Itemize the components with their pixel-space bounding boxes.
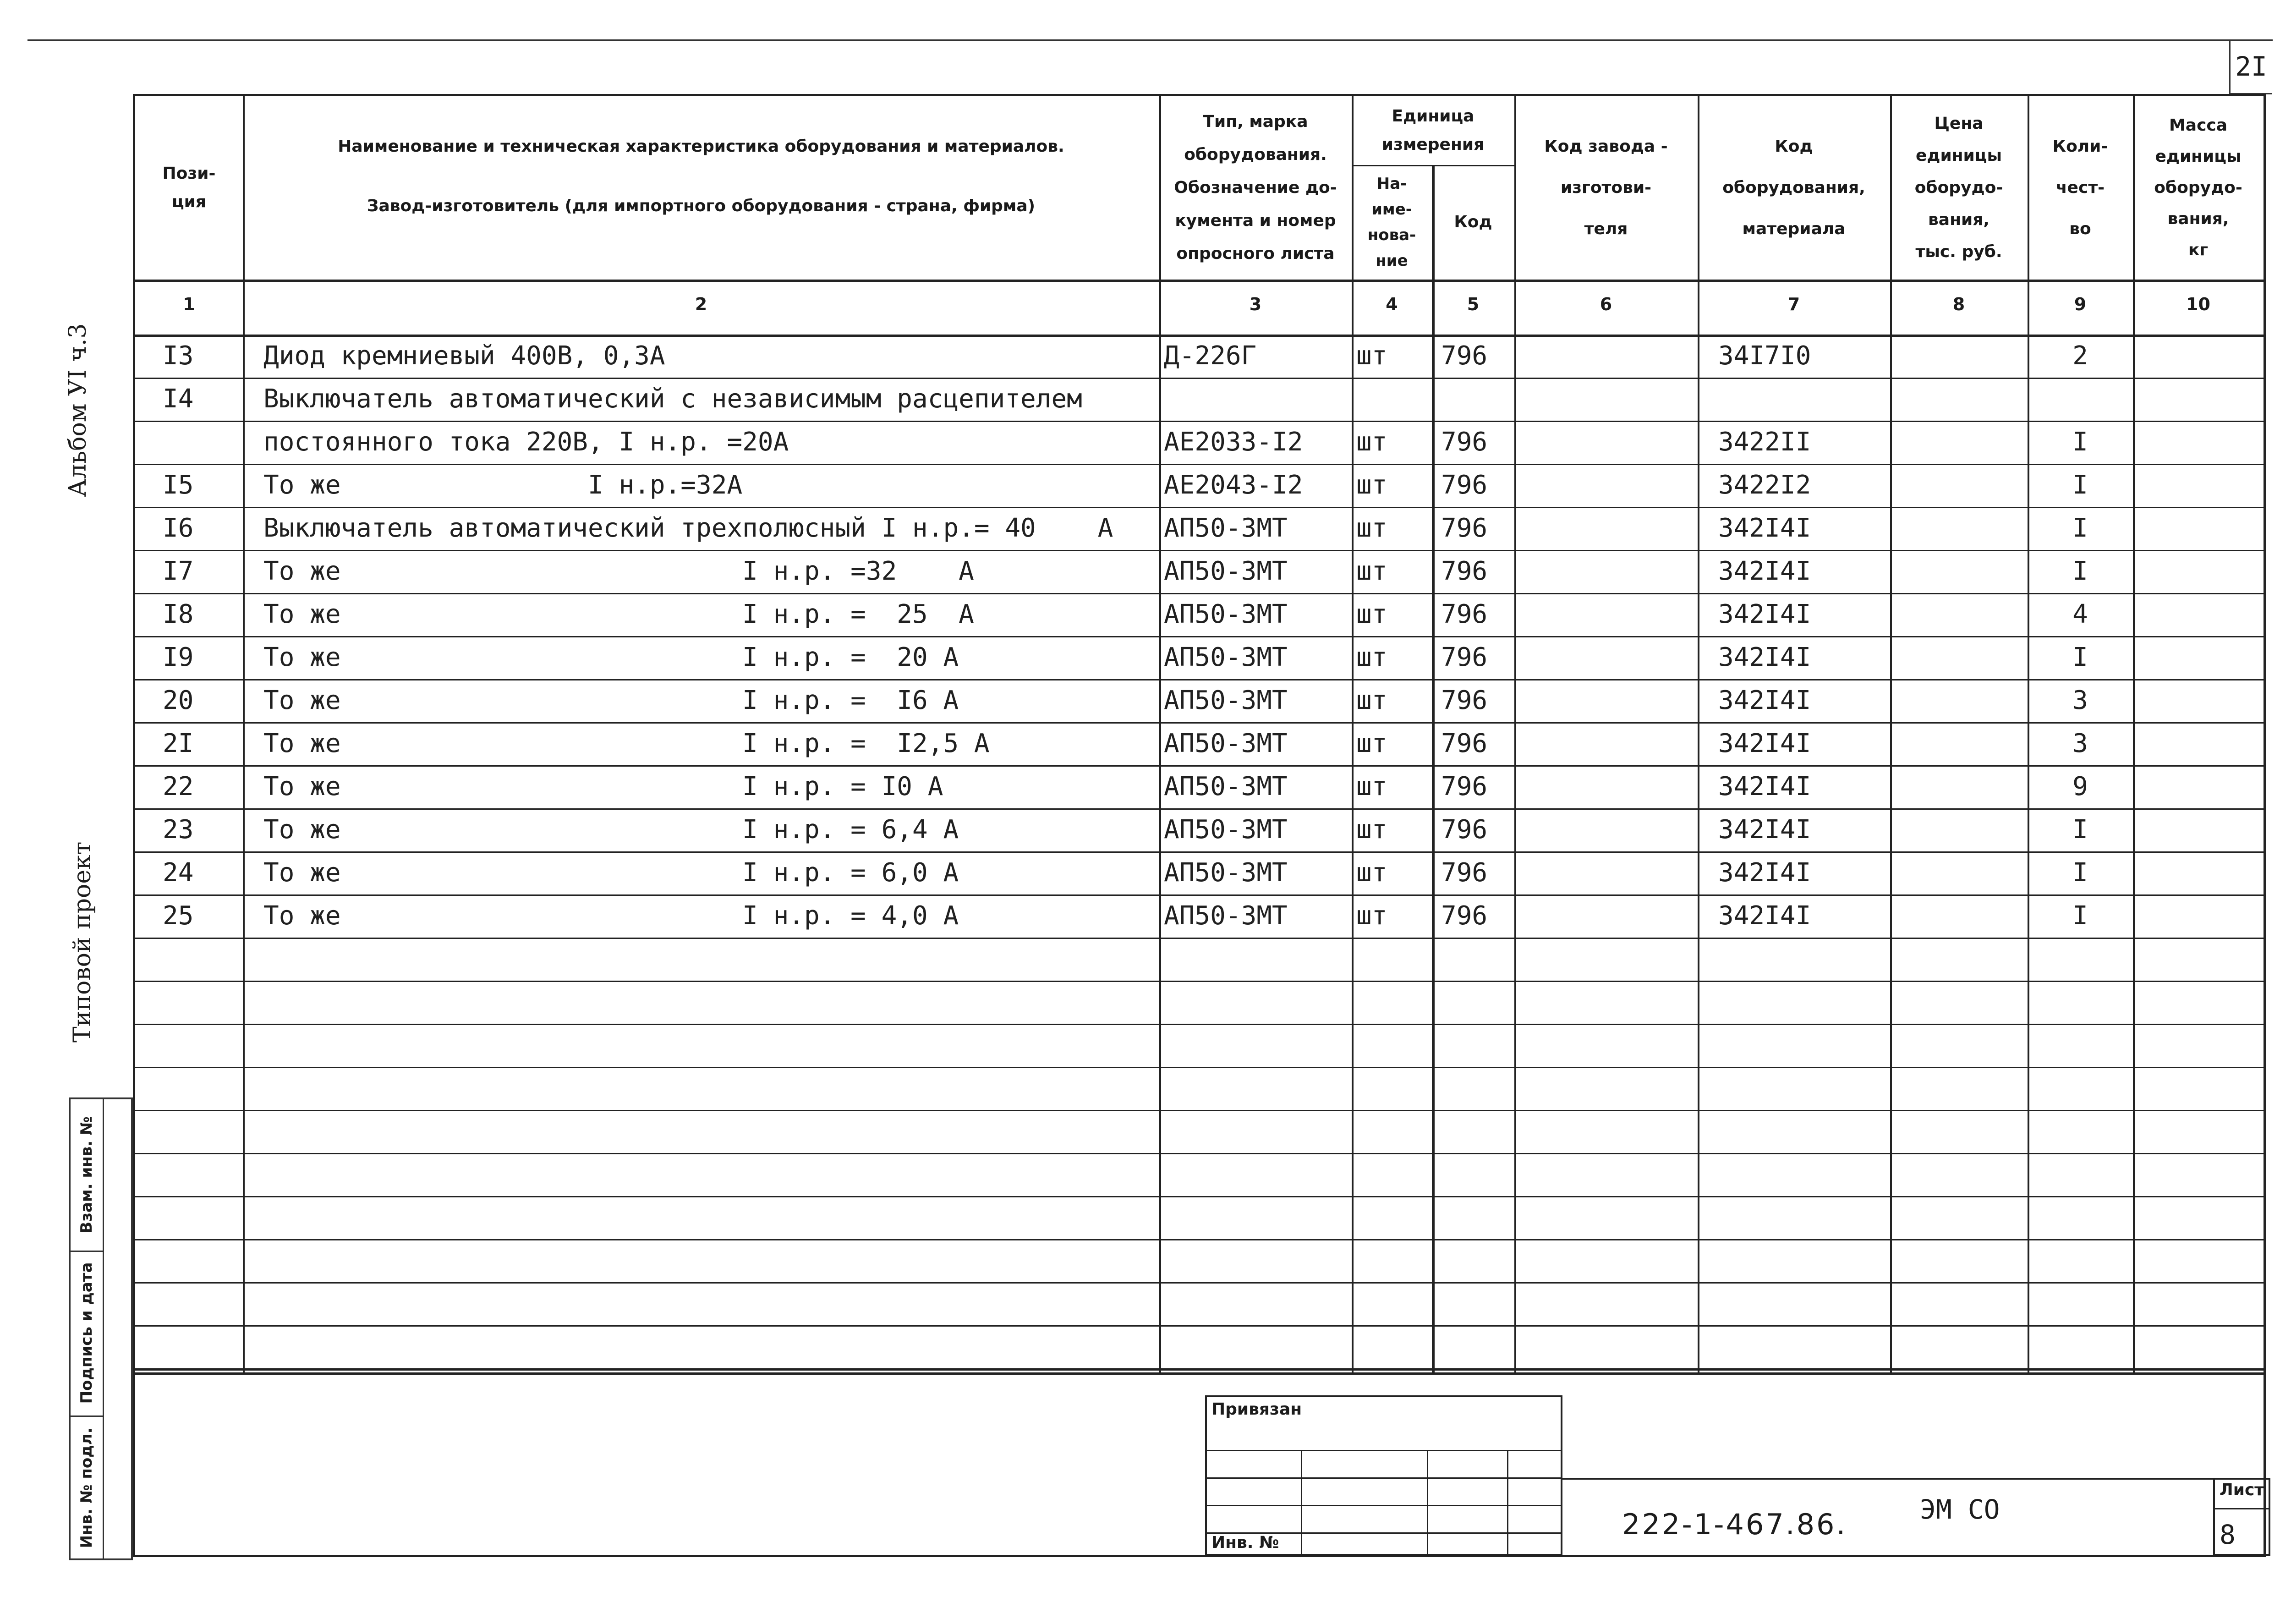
cell-pos: I6 (163, 513, 194, 543)
stamp-replace-label: Взам. инв. № (77, 1116, 96, 1234)
cell-unit: шт (1356, 729, 1387, 758)
cell-code: 796 (1441, 599, 1488, 629)
cell-unit: шт (1356, 341, 1387, 371)
cell-name: То же I н.р. = 25 А (263, 599, 974, 629)
project-type-label: Типовой проект (69, 841, 96, 1042)
cell-qty: I (2072, 901, 2088, 931)
cell-name: Диод кремниевый 400В, 0,3А (263, 341, 665, 371)
cell-equip-code: 342I4I (1718, 901, 1811, 931)
cell-unit: шт (1356, 556, 1387, 586)
colnum-6: 6 (1600, 294, 1612, 314)
cell-pos: 22 (163, 772, 194, 801)
cell-name: То же I н.р.=32А (263, 470, 743, 500)
cell-name: То же I н.р. = 20 А (263, 642, 959, 672)
header-equipment-code: Код оборудования, материала (1722, 137, 1865, 238)
cell-pos: I9 (163, 642, 194, 672)
cell-pos: I4 (163, 384, 194, 414)
cell-code: 796 (1441, 642, 1488, 672)
cell-name: То же I н.р. = I6 А (263, 686, 959, 715)
header-quantity: Коли- чест- во (2052, 137, 2108, 238)
tied-label: Привязан (1211, 1400, 1302, 1419)
equipment-table (133, 94, 2266, 1375)
side-stamp-column (69, 1097, 133, 1560)
cell-name: То же I н.р. = I0 А (263, 772, 943, 801)
cell-equip-code: 34I7I0 (1718, 341, 1811, 371)
cell-name: То же I н.р. = 4,0 А (263, 901, 959, 931)
cell-code: 796 (1441, 513, 1488, 543)
cell-type: АЕ2043-I2 (1164, 470, 1303, 500)
cell-type: АП50-3МТ (1164, 686, 1288, 715)
cell-equip-code: 342I4I (1718, 599, 1811, 629)
top-border-line (27, 39, 2273, 41)
cell-equip-code: 342I4I (1718, 815, 1811, 845)
cell-code: 796 (1441, 686, 1488, 715)
cell-equip-code: 3422I2 (1718, 470, 1811, 500)
header-unit-name: На- име- нова- ние (1367, 175, 1416, 270)
cell-name: То же I н.р. = 6,0 А (263, 858, 959, 888)
cell-qty: I (2072, 556, 2088, 586)
cell-qty: I (2072, 815, 2088, 845)
header-factory-code: Код завода - изготови- теля (1544, 137, 1668, 238)
cell-qty: 4 (2072, 599, 2088, 629)
cell-code: 796 (1441, 901, 1488, 931)
colnum-4: 4 (1386, 294, 1398, 314)
cell-unit: шт (1356, 901, 1387, 931)
cell-type: АП50-3МТ (1164, 642, 1288, 672)
header-type: Тип, марка оборудования. Обозначение до- кумента и номер опросного листа (1174, 112, 1337, 263)
colnum-5: 5 (1467, 294, 1480, 314)
cell-type: АП50-3МТ (1164, 858, 1288, 888)
cell-equip-code: 342I4I (1718, 556, 1811, 586)
cell-code: 796 (1441, 815, 1488, 845)
sheet-box (2213, 1478, 2270, 1556)
cell-equip-code: 342I4I (1718, 686, 1811, 715)
cell-equip-code: 342I4I (1718, 858, 1811, 888)
cell-pos: I3 (163, 341, 194, 371)
cell-qty: I (2072, 470, 2088, 500)
cell-pos: 23 (163, 815, 194, 845)
cell-name: постоянного тока 220В, I н.р. =20А (263, 427, 789, 457)
cell-unit: шт (1356, 513, 1387, 543)
sheet-value: 8 (2220, 1519, 2236, 1550)
cell-name: Выключатель автоматический с независимым расцепителем (263, 384, 1082, 414)
cell-equip-code: 342I4I (1718, 513, 1811, 543)
cell-qty: 3 (2072, 686, 2088, 715)
cell-qty: I (2072, 858, 2088, 888)
cell-pos: I7 (163, 556, 194, 586)
cell-pos: 2I (163, 729, 194, 758)
album-label: Альбом УI ч.3 (64, 323, 92, 497)
title-divider (1562, 1478, 2268, 1480)
colnum-7: 7 (1787, 294, 1800, 314)
stamp-signature-label: Подпись и дата (77, 1262, 96, 1404)
header-name-line2: Завод-изготовитель (для импортного оборудования - страна, фирма) (367, 197, 1036, 215)
cell-pos: I8 (163, 599, 194, 629)
colnum-1: 1 (183, 294, 195, 314)
cell-type: АП50-3МТ (1164, 729, 1288, 758)
cell-code: 796 (1441, 427, 1488, 457)
cell-qty: 2 (2072, 341, 2088, 371)
cell-type: АП50-3МТ (1164, 772, 1288, 801)
cell-name: То же I н.р. = I2,5 А (263, 729, 990, 758)
cell-equip-code: 342I4I (1718, 772, 1811, 801)
colnum-9: 9 (2074, 294, 2087, 314)
cell-type: АП50-3МТ (1164, 513, 1288, 543)
cell-unit: шт (1356, 599, 1387, 629)
document-number: 222-1-467.86. (1622, 1508, 1847, 1541)
cell-code: 796 (1441, 772, 1488, 801)
cell-qty: 3 (2072, 729, 2088, 758)
cell-unit: шт (1356, 642, 1387, 672)
cell-equip-code: 342I4I (1718, 642, 1811, 672)
colnum-3: 3 (1249, 294, 1262, 314)
cell-equip-code: 3422II (1718, 427, 1811, 457)
cell-type: АП50-3МТ (1164, 815, 1288, 845)
header-name-line1: Наименование и техническая характеристика оборудования и материалов. (338, 137, 1064, 156)
cell-code: 796 (1441, 729, 1488, 758)
colnum-2: 2 (695, 294, 707, 314)
cell-code: 796 (1441, 858, 1488, 888)
cell-unit: шт (1356, 686, 1387, 715)
stamp-inv-label: Инв. № подл. (77, 1427, 96, 1548)
cell-type: АП50-3МТ (1164, 556, 1288, 586)
sheet-label: Лист (2215, 1481, 2269, 1509)
document-code: ЭМ СО (1920, 1494, 2000, 1525)
cell-unit: шт (1356, 815, 1387, 845)
header-position: Пози- ция (162, 164, 216, 211)
header-unit-code: Код (1454, 213, 1492, 231)
cell-code: 796 (1441, 341, 1488, 371)
cell-pos: 20 (163, 686, 194, 715)
cell-equip-code: 342I4I (1718, 729, 1811, 758)
cell-pos: 24 (163, 858, 194, 888)
cell-unit: шт (1356, 470, 1387, 500)
cell-pos: 25 (163, 901, 194, 931)
cell-qty: I (2072, 427, 2088, 457)
header-mass: Масса единицы оборудо- вания, кг (2154, 116, 2242, 259)
cell-unit: шт (1356, 427, 1387, 457)
cell-pos: I5 (163, 470, 194, 500)
cell-name: Выключатель автоматический трехполюсный I н.р.= 40 А (263, 513, 1113, 543)
cell-code: 796 (1441, 470, 1488, 500)
colnum-10: 10 (2186, 294, 2210, 314)
cell-qty: 9 (2072, 772, 2088, 801)
cell-code: 796 (1441, 556, 1488, 586)
cell-type: Д-226Г (1164, 341, 1257, 371)
bottom-frame (133, 1374, 2266, 1557)
cell-type: АП50-3МТ (1164, 599, 1288, 629)
cell-qty: I (2072, 642, 2088, 672)
cell-unit: шт (1356, 858, 1387, 888)
header-price: Цена единицы оборудо- вания, тыс. руб. (1914, 114, 2003, 261)
cell-qty: I (2072, 513, 2088, 543)
cell-name: То же I н.р. = 6,4 А (263, 815, 959, 845)
cell-type: АП50-3МТ (1164, 901, 1288, 931)
colnum-8: 8 (1952, 294, 1965, 314)
cell-unit: шт (1356, 772, 1387, 801)
cell-type: АЕ2033-I2 (1164, 427, 1303, 457)
cell-name: То же I н.р. =32 А (263, 556, 974, 586)
header-unit-group: Единица измерения (1381, 107, 1485, 154)
inv-label: Инв. № (1211, 1533, 1279, 1552)
sheet-number: 2I (2229, 40, 2272, 94)
